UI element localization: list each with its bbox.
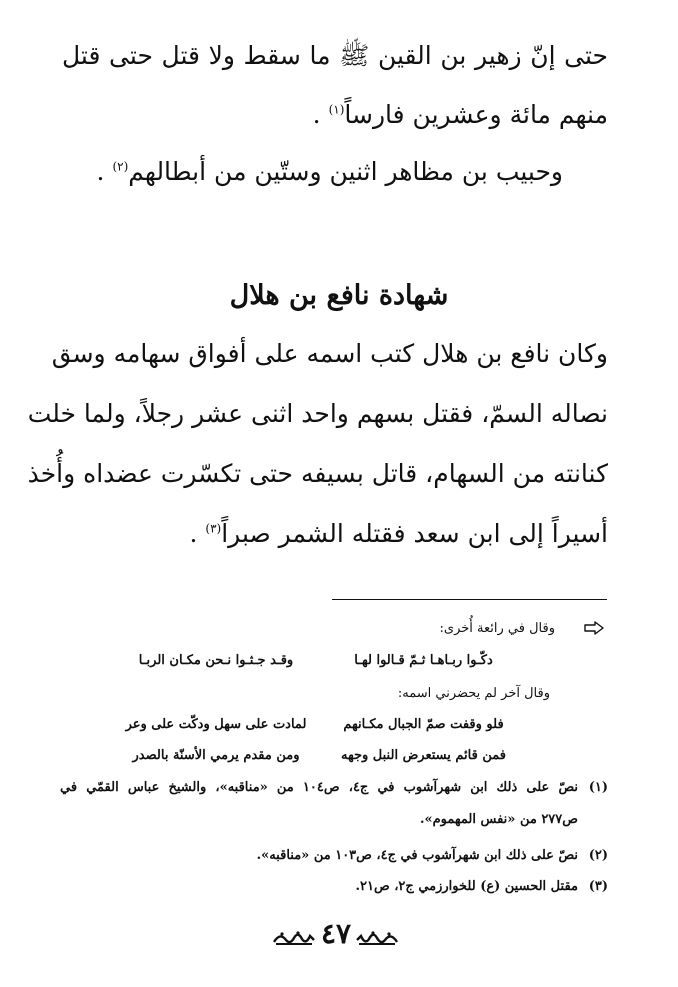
poem-verse-3-right: فمن قائم يستعرض النبل وجهه [340, 748, 506, 763]
footnote-3-number: (٣) [588, 879, 608, 894]
poem-verse-2-left: لمادت على سهل ودكّت على وعر [125, 717, 307, 732]
footnote-ref-1: (١) [328, 102, 345, 117]
footnote-1-number: (١) [588, 780, 608, 795]
poem-verse-1-right: دكّـوا ربـاهـا ثـمّ قـالوا لهـا [354, 653, 493, 668]
paragraph-line-3: كنانته من السهام، قاتل بسيفه حتى تكسّرت عضداه وأُخذ [27, 459, 608, 488]
poem-verse-2-right: فلو وقفت صمّ الجبال مكـانهم [343, 717, 504, 732]
poem-verse-1-left: وقـد جـثـوا نـحن مكـان الربـا [138, 653, 294, 668]
page-number: ٤٧ [320, 917, 352, 950]
poem-verse-3-left: ومن مقدم يرمي الأسنّة بالصدر [132, 748, 300, 763]
footnote-2-number: (٢) [588, 848, 608, 863]
paragraph-line-4-text: أسيراً إلى ابن سعد فقتله الشمر صبراً [221, 519, 608, 548]
intro-line-3-end: . [96, 157, 113, 186]
arrow-right-icon [584, 621, 604, 635]
paragraph-line-4 [62, 514, 608, 554]
footnote-intro-2: وقال آخر لم يحضرني اسمه: [397, 686, 550, 701]
intro-line-2-end: . [312, 100, 329, 129]
footnote-ref-3: (٣) [205, 521, 222, 536]
footnote-divider [332, 599, 607, 600]
footnote-1-line-2: ص٢٧٧ من «نفس المهموم». [419, 812, 578, 827]
paragraph-line-4-end: . [189, 519, 206, 548]
footnote-1-line-1: نصّ على ذلك ابن شهرآشوب في ج٤، ص١٠٤ من «مناقبه»، والشيخ عباس القمّي في [60, 780, 578, 795]
footnote-intro-1: وقال في رائعة أُخرى: [439, 621, 555, 636]
page-number-block [0, 916, 678, 952]
intro-line-2-text: منهم مائة وعشرين فارساً [344, 100, 608, 129]
intro-line-2 [62, 95, 608, 135]
ornament-left-icon [272, 928, 316, 948]
intro-line-3 [96, 152, 563, 192]
paragraph-line-2: نصاله السمّ، فقتل بسهم واحد اثنى عشر رجلاً، ولما خلت [27, 399, 608, 428]
ornament-right-icon [355, 928, 399, 948]
footnote-3-text: مقتل الحسين (ع) للخوارزمي ج٢، ص٢١. [355, 879, 578, 894]
footnote-2-text: نصّ على ذلك ابن شهرآشوب في ج٤، ص١٠٣ من «مناقبه». [256, 848, 578, 863]
intro-line-3-text: وحبيب بن مظاهر اثنين وستّين من أبطالهم [128, 157, 563, 186]
paragraph-line-1: وكان نافع بن هلال كتب اسمه على أفواق سهامه وسق [51, 339, 608, 368]
intro-line-1: حتى إنّ زهير بن القين ﷺ ما سقط ولا قتل حتى قتل [62, 41, 608, 70]
footnote-ref-2: (٢) [112, 159, 129, 174]
section-heading: شهادة نافع بن هلال [229, 280, 449, 311]
